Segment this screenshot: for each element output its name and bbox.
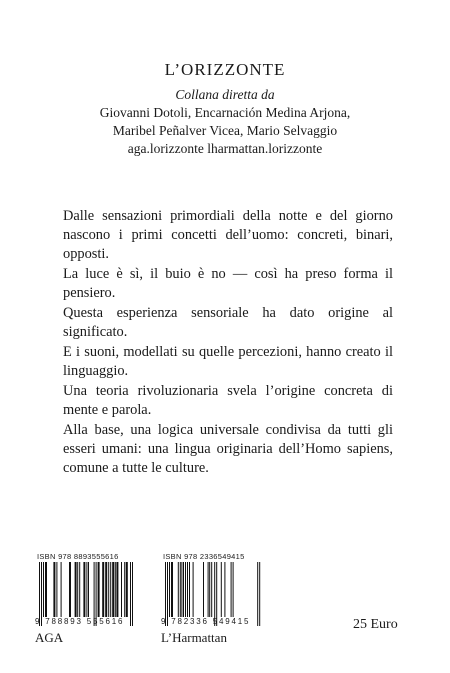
series-director-label: Collana diretta da [175,87,275,102]
series-header [0,60,450,158]
isbn-label: ISBN 978 2336549415 [163,552,245,561]
back-cover-blurb [63,207,393,479]
series-editors-line-2: Maribel Peñalver Vicea, Mario Selvaggio [112,123,338,138]
blurb-paragraph: Questa esperienza sensoriale ha dato origine al significato. [63,305,393,340]
blurb-paragraph: E i suoni, modellati su quelle percezioni, hanno creato il linguaggio. [63,344,393,379]
series-editors-line-1: Giovanni Dotoli, Encarnación Medina Arjona, [99,105,351,120]
isbn-label: ISBN 978 8893555616 [37,552,119,561]
blurb-paragraph: Una teoria rivoluzionaria svela l’origine concreta di mente e parola. [63,383,393,418]
barcode-lharmattan [161,552,261,646]
barcode-aga [35,552,135,646]
publisher-name: AGA [35,630,64,645]
blurb-paragraph: La luce è sì, il buio è no — così ha preso forma il pensiero. [63,266,393,301]
price: 25 Euro [353,617,398,632]
series-websites: aga.lorizzonte lharmattan.lorizzonte [127,141,323,156]
ean-digits: 9 788893 555616 [35,617,125,626]
publisher-name: L’Harmattan [161,630,227,645]
blurb-paragraph: Alla base, una logica universale condivisa da tutti gli esseri umani: una lingua originaria dell’Homo sapiens, comune a tutte le culture. [63,422,393,476]
blurb-paragraph: Dalle sensazioni primordiali della notte e del giorno nascono i primi concetti dell’uomo: concreti, binari, opposti. [63,208,393,262]
series-title: L’ORIZZONTE [164,60,286,79]
ean-digits: 9 782336 549415 [161,617,251,626]
